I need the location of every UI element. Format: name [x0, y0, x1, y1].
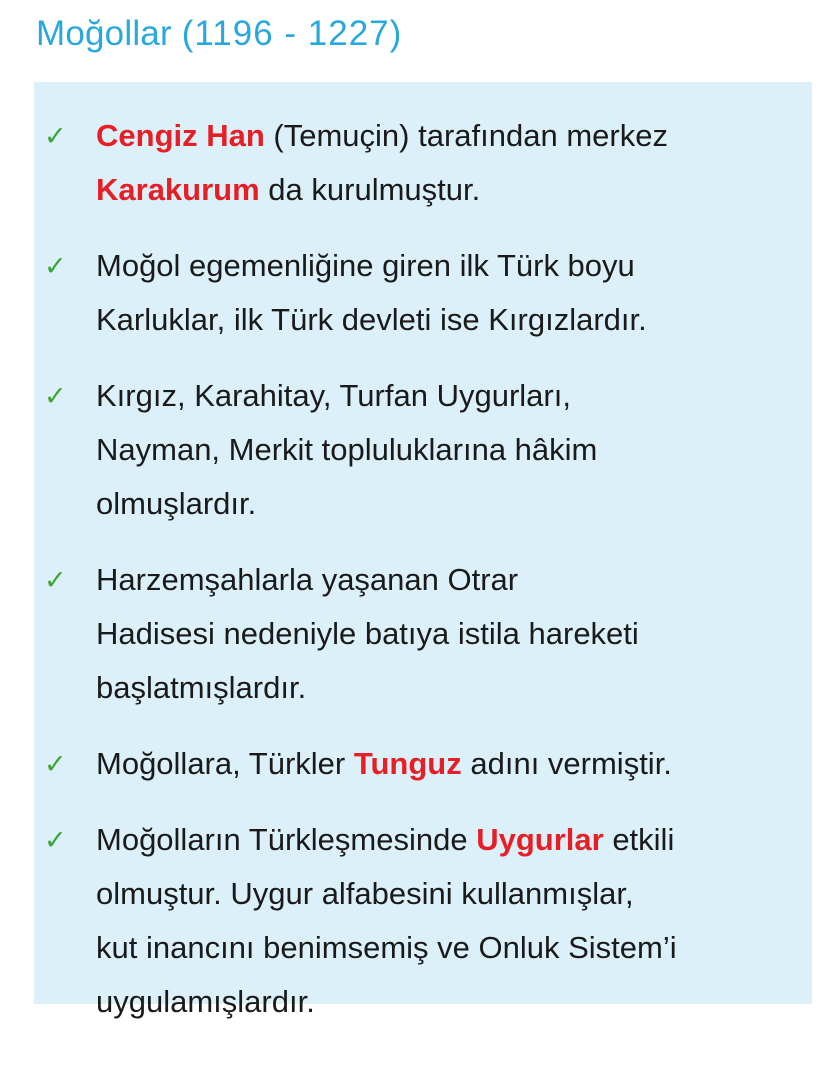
item-text: Nayman, Merkit topluluklarına hâkim	[96, 432, 598, 467]
info-box	[34, 82, 812, 1019]
checkmark-icon: ✓	[44, 251, 67, 281]
title-date-range: (1196 - 1227)	[181, 14, 403, 53]
item-text: etkili	[603, 822, 675, 857]
highlight-text: Tunguz	[353, 746, 462, 781]
item-text: (Temuçin) tarafından merkez	[264, 118, 668, 153]
item-text: olmuştur. Uygur alfabesini kullanmışlar,	[96, 876, 634, 911]
item-text: Moğollara, Türkler	[96, 746, 354, 781]
item-text: olmuşlardır.	[96, 486, 257, 521]
highlight-text: Karakurum	[96, 172, 260, 207]
item-text: Hadisesi nedeniyle batıya istila hareketi	[96, 616, 639, 651]
list-item	[34, 813, 812, 1029]
checkmark-icon: ✓	[44, 565, 67, 595]
list-item	[34, 737, 812, 791]
highlight-text: Uygurlar	[476, 822, 604, 857]
item-text: uygulamışlardır.	[96, 984, 315, 1019]
item-text: Kırgız, Karahitay, Turfan Uygurları,	[96, 378, 571, 413]
fact-list	[34, 109, 812, 1051]
highlight-text: Cengiz Han	[96, 118, 265, 153]
checkmark-icon: ✓	[44, 381, 67, 411]
list-item	[34, 109, 812, 217]
page-title	[36, 14, 402, 54]
item-text: da kurulmuştur.	[259, 172, 481, 207]
checkmark-icon: ✓	[44, 749, 67, 779]
checkmark-icon: ✓	[44, 825, 67, 855]
checkmark-icon: ✓	[44, 121, 67, 151]
item-text: Karluklar, ilk Türk devleti ise Kırgızlardır.	[96, 302, 647, 337]
list-item	[34, 369, 812, 531]
item-text: Moğol egemenliğine giren ilk Türk boyu	[96, 248, 635, 283]
item-text: kut inancını benimsemiş ve Onluk Sistem’i	[96, 930, 677, 965]
item-text: başlatmışlardır.	[96, 670, 307, 705]
item-text: Moğolların Türkleşmesinde	[96, 822, 477, 857]
title-name: Moğollar	[36, 14, 172, 53]
list-item	[34, 239, 812, 347]
item-text: Harzemşahlarla yaşanan Otrar	[96, 562, 519, 597]
list-item	[34, 553, 812, 715]
item-text: adını vermiştir.	[461, 746, 672, 781]
